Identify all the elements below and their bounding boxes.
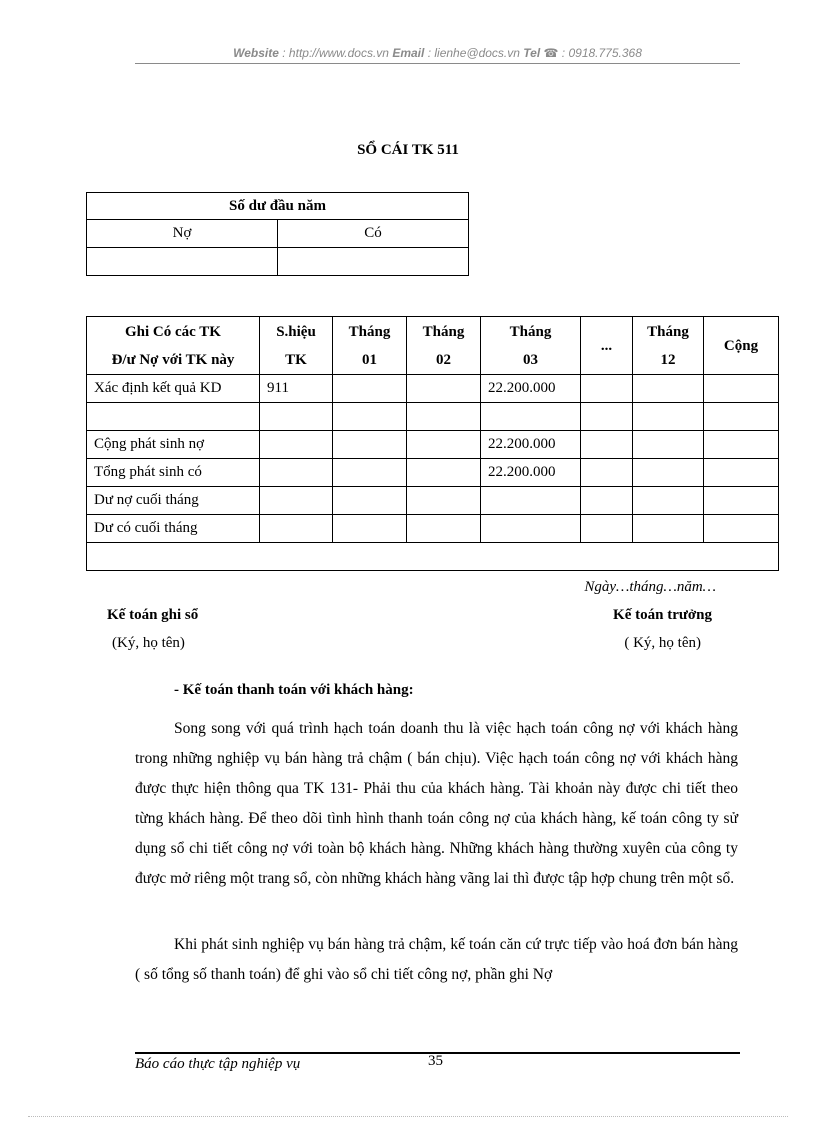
ledger-cell: [581, 375, 633, 403]
page-bottom-dotted-rule: [28, 1116, 788, 1117]
ledger-cell: [333, 431, 407, 459]
ledger-cell: [333, 515, 407, 543]
ledger-cell: [633, 431, 704, 459]
ledger-cell: [633, 459, 704, 487]
ledger-col-header: ...: [581, 317, 633, 375]
ledger-col-header: Tháng 01: [333, 317, 407, 375]
ledger-cell: [407, 375, 481, 403]
bookkeeper-title: Kế toán ghi sổ: [107, 607, 199, 623]
ledger-cell: [481, 515, 581, 543]
ledger-col-header: Tháng 03: [481, 317, 581, 375]
section-heading: - Kế toán thanh toán với khách hàng:: [174, 682, 414, 698]
ledger-cell: [333, 487, 407, 515]
signature-date: Ngày…tháng…năm…: [584, 579, 716, 595]
ledger-cell: [333, 403, 407, 431]
ledger-cell: [407, 431, 481, 459]
ledger-cell: [633, 403, 704, 431]
ledger-cell: [704, 403, 779, 431]
ledger-header-row: [87, 317, 779, 375]
ledger-cell: [581, 459, 633, 487]
ledger-row: [87, 403, 779, 431]
ledger-cell: [407, 403, 481, 431]
ledger-col-header: Tháng 02: [407, 317, 481, 375]
ledger-cell: [260, 459, 333, 487]
ledger-row-label: Dư có cuối tháng: [87, 515, 260, 543]
body-paragraph-2: Khi phát sinh nghiệp vụ bán hàng trả chậm, kế toán căn cứ trực tiếp vào hoá đơn bán hàng ( số tổng số thanh toán) để ghi vào sổ chi tiết công nợ, phần ghi Nợ: [135, 936, 738, 983]
bookkeeper-sign-note: (Ký, họ tên): [112, 635, 185, 651]
footer-report-title: Báo cáo thực tập nghiệp vụ: [135, 1056, 301, 1072]
website-value: : http://www.docs.vn: [282, 46, 389, 60]
opening-credit-label: Có: [278, 220, 469, 248]
ledger-cell: 22.200.000: [481, 459, 581, 487]
ledger-cell: [260, 403, 333, 431]
chief-accountant-title: Kế toán trưởng: [613, 607, 712, 623]
ledger-cell: [704, 375, 779, 403]
body-paragraph-1: Song song với quá trình hạch toán doanh thu là việc hạch toán công nợ với khách hàng trong những nghiệp vụ bán hàng trả chậm ( bán chịu). Việc hạch toán công nợ với khách hàng được thực hiện thông qua TK 131- Phải thu của khách hàng. Tài khoản này được chi tiết theo từng khách hàng. Để theo dõi tình hình thanh toán công nợ của khách hàng, kế toán công ty sử dụng sổ chi tiết công nợ với toàn bộ khách hàng. Những khách hàng thường xuyên của công ty được mở riêng một trang sổ, còn những khách hàng vãng lai thì được tập hợp chung trên một sổ.: [135, 720, 738, 887]
opening-credit-value: [278, 248, 469, 276]
email-value: : lienhe@docs.vn: [427, 46, 520, 60]
ledger-row-label: Cộng phát sinh nợ: [87, 431, 260, 459]
ledger-row: [87, 431, 779, 459]
ledger-row: [87, 375, 779, 403]
ledger-row: [87, 487, 779, 515]
ledger-cell: [581, 431, 633, 459]
ledger-cell: [481, 403, 581, 431]
opening-balance-table: [86, 192, 469, 276]
page-number: 35: [428, 1053, 443, 1069]
opening-balance-heading: Số dư đầu năm: [87, 193, 469, 220]
ledger-row-label: Dư nợ cuối tháng: [87, 487, 260, 515]
email-label: Email: [392, 46, 425, 60]
ledger-col-header: Ghi Có các TK Đ/ư Nợ với TK này: [87, 317, 260, 375]
ledger-cell: [333, 375, 407, 403]
signature-cell: [87, 543, 779, 651]
ledger-col-header: Cộng: [704, 317, 779, 375]
ledger-cell: [633, 487, 704, 515]
ledger-cell: 911: [260, 375, 333, 403]
page-header: [135, 46, 740, 64]
signature-row: [87, 543, 779, 571]
ledger-cell: [704, 515, 779, 543]
ledger-cell: [260, 431, 333, 459]
ledger-row-label: [87, 403, 260, 431]
ledger-cell: [260, 487, 333, 515]
ledger-cell: [581, 487, 633, 515]
ledger-cell: [407, 515, 481, 543]
ledger-cell: [704, 487, 779, 515]
ledger-row-label: Xác định kết quả KD: [87, 375, 260, 403]
ledger-cell: [581, 515, 633, 543]
ledger-col-header: S.hiệu TK: [260, 317, 333, 375]
tel-value: ☎ : 0918.775.368: [543, 46, 642, 60]
ledger-cell: [333, 459, 407, 487]
ledger-cell: [704, 459, 779, 487]
ledger-col-header: Tháng 12: [633, 317, 704, 375]
ledger-cell: [633, 515, 704, 543]
ledger-cell: [481, 487, 581, 515]
chief-accountant-sign-note: ( Ký, họ tên): [624, 635, 701, 651]
ledger-row: [87, 459, 779, 487]
ledger-cell: [260, 515, 333, 543]
ledger-cell: [581, 403, 633, 431]
website-label: Website: [233, 46, 279, 60]
ledger-cell: [704, 431, 779, 459]
ledger-cell: [407, 459, 481, 487]
opening-debit-value: [87, 248, 278, 276]
general-ledger-table: [86, 316, 779, 651]
ledger-cell: [407, 487, 481, 515]
opening-debit-label: Nợ: [87, 220, 278, 248]
ledger-cell: [633, 375, 704, 403]
ledger-row: [87, 515, 779, 543]
tel-label: Tel: [523, 46, 541, 60]
ledger-row-label: Tổng phát sinh có: [87, 459, 260, 487]
ledger-cell: 22.200.000: [481, 431, 581, 459]
ledger-title: SỔ CÁI TK 511: [357, 142, 459, 158]
ledger-cell: 22.200.000: [481, 375, 581, 403]
